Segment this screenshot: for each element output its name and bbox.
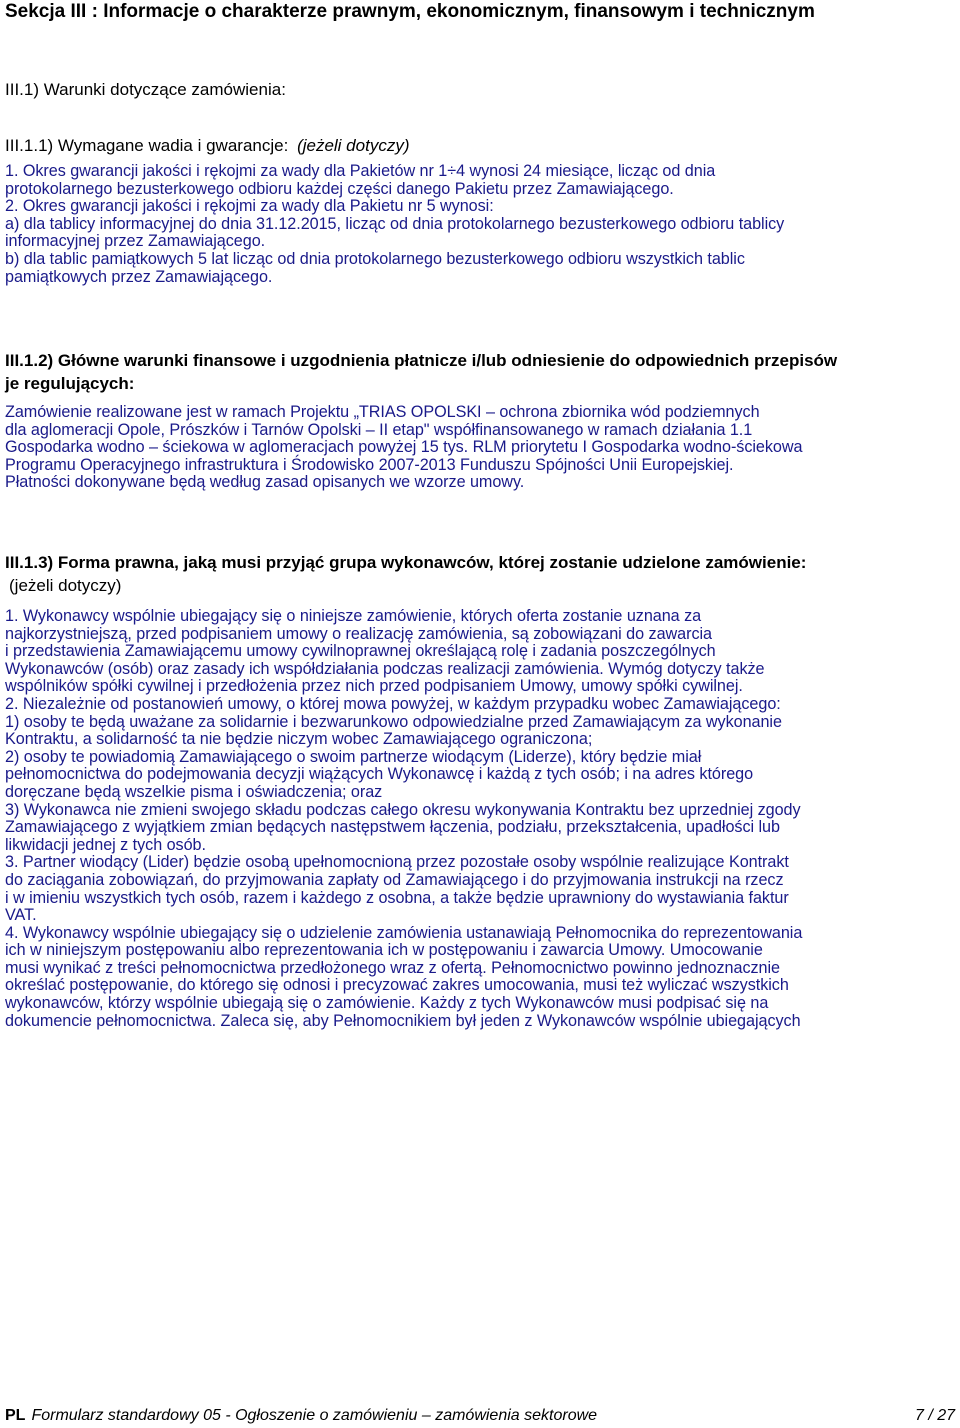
language-code: PL	[5, 1407, 26, 1424]
text-line: Płatności dokonywane będą według zasad opisanych we wzorze umowy.	[5, 473, 525, 492]
text-line: doręczane będą wszelkie pisma i oświadczenia; oraz	[5, 782, 383, 801]
text-line: Zamówienie realizowane jest w ramach Projektu „TRIAS OPOLSKI – ochrona zbiornika wód podziemnych	[5, 403, 760, 421]
text-line: protokolarnego bezusterkowego odbioru każdej części danego Pakietu przez Zamawiającego.	[5, 179, 674, 198]
form-title: Formularz standardowy 05 - Ogłoszenie o zamówieniu – zamówienia sektorowe	[31, 1407, 598, 1424]
heading-III-1-3-note: (jeżeli dotyczy)	[9, 576, 122, 595]
text-line: 2. Okres gwarancji jakości i rękojmi za wady dla Pakietu nr 5 wynosi:	[5, 197, 494, 216]
text-line: 2. Niezależnie od postanowień umowy, o której mowa powyżej, w każdym przypadku wobec Zamawiającego:	[5, 694, 781, 713]
page-footer	[5, 1406, 955, 1426]
guarantee-text	[5, 163, 957, 286]
text-line: pełnomocnictwa do podejmowania decyzji wiążących Wykonawcę i każdą z tych osób; i na adres którego	[5, 765, 754, 784]
text-line: pamiątkowych przez Zamawiającego.	[5, 267, 273, 286]
heading-III-1: III.1) Warunki dotyczące zamówienia:	[5, 80, 286, 99]
heading-III-1-2-line2: je regulujących:	[5, 374, 135, 393]
text-line: 4. Wykonawcy wspólnie ubiegający się o udzielenie zamówienia ustanawiają Pełnomocnika do reprezentowania	[5, 923, 803, 942]
page-number: 7 / 27	[914, 1407, 955, 1424]
text-line: wspólników spółki cywilnej i przedłożenia przez nich przed podpisaniem Umowy, umowy spółki cywilnej.	[5, 677, 743, 696]
text-line: dokumencie pełnomocnictwa. Zaleca się, aby Pełnomocnikiem był jeden z Wykonawców wspólnie ubiegających	[5, 1011, 801, 1030]
text-line: dla aglomeracji Opole, Prószków i Tarnów Opolski – II etap" współfinansowanego w ramach działania 1.1	[5, 420, 753, 439]
text-line: Wykonawców (osób) oraz zasady ich współdziałania podczas realizacji zamówienia. Wymóg dotyczy także	[5, 659, 765, 678]
heading-III-1-3: III.1.3) Forma prawna, jaką musi przyjąć grupa wykonawców, której zostanie udzielone zamówienie:	[5, 553, 807, 572]
text-line: i przedstawienia Zamawiającemu umowy cywilnoprawnej określającą rolę i zadania poszczególnych	[5, 642, 716, 661]
heading-III-1-1-label: III.1.1) Wymagane wadia i gwarancje:	[5, 136, 289, 155]
text-line: 1. Wykonawcy wspólnie ubiegający się o niniejsze zamówienie, których oferta zostanie uznana za	[5, 607, 702, 625]
text-line: likwidacji jednej z tych osób.	[5, 835, 206, 854]
text-line: wykonawców, którzy wspólnie ubiegają się o zamówienie. Każdy z tych Wykonawców musi podpisać się na	[5, 994, 769, 1013]
text-line: Gospodarka wodno – ściekowa w aglomeracjach powyżej 15 tys. RLM priorytetu I Gospodarka wodno-ściekowa	[5, 438, 803, 457]
text-line: 3. Partner wiodący (Lider) będzie osobą upełnomocnioną przez pozostałe osoby wspólnie realizujące Kontrakt	[5, 853, 789, 872]
text-line: 3) Wykonawca nie zmieni swojego składu podczas całego okresu wykonywania Kontraktu bez uprzedniej zgody	[5, 800, 801, 819]
text-line: najkorzystniejszą, przed podpisaniem umowy o realizację zamówienia, są zobowiązani do zawarcia	[5, 624, 712, 643]
text-line: informacyjnej przez Zamawiającego.	[5, 232, 266, 251]
heading-III-1-2	[5, 349, 837, 395]
legal-form-text	[5, 608, 957, 1030]
text-line: do zaciągania zobowiązań, do przyjmowania zapłaty od Zamawiającego i do przyjmowania instrukcji na rzecz	[5, 870, 784, 889]
text-line: VAT.	[5, 906, 37, 925]
text-line: Programu Operacyjnego infrastruktura i Środowisko 2007-2013 Funduszu Spójności Unii Europejskiej.	[5, 455, 734, 474]
text-line: i w imieniu wszystkich tych osób, razem i każdego z osobna, a także będzie uprawniony do wystawiania faktur	[5, 888, 789, 907]
text-line: 1. Okres gwarancji jakości i rękojmi za wady dla Pakietów nr 1÷4 wynosi 24 miesiące, licząc od dnia	[5, 162, 716, 180]
text-line: a) dla tablicy informacyjnej do dnia 31.12.2015, licząc od dnia protokolarnego bezusterkowego odbioru tablicy	[5, 214, 785, 233]
text-line: określać postępowanie, do którego się odnosi i precyzować zakres umocowania, musi też wyliczać wszystkich	[5, 976, 789, 995]
heading-III-1-1-note: (jeżeli dotyczy)	[297, 136, 410, 155]
text-line: 2) osoby te powiadomią Zamawiającego o swoim partnerze wiodącym (Liderze), który będzie miał	[5, 747, 702, 766]
text-line: musi wynikać z treści pełnomocnictwa przedłożonego wraz z ofertą. Pełnomocnictwo powinno jednoznacznie	[5, 958, 780, 977]
text-line: b) dla tablic pamiątkowych 5 lat licząc od dnia protokolarnego bezusterkowego odbioru wszystkich tablic	[5, 249, 745, 268]
text-line: Kontraktu, a solidarność ta nie będzie niczym wobec Zamawiającego ograniczona;	[5, 730, 593, 749]
text-line: 1) osoby te będą uważane za solidarnie i bezwarunkowo odpowiedzialne przed Zamawiającym za wykonanie	[5, 712, 782, 731]
text-line: Zamawiającego z wyjątkiem zmian będących następstwem łączenia, podziału, przekształcenia, upadłości lub	[5, 818, 780, 837]
heading-III-1-1	[5, 136, 409, 156]
financial-text	[5, 404, 957, 492]
section-title: Sekcja III : Informacje o charakterze prawnym, ekonomicznym, finansowym i technicznym	[5, 1, 815, 22]
text-line: ich w niniejszym postępowaniu albo reprezentowania ich w postępowaniu i zawarcia Umowy. Umocowanie	[5, 941, 763, 960]
heading-III-1-2-line1: III.1.2) Główne warunki finansowe i uzgodnienia płatnicze i/lub odniesienie do odpowiednich przepisów	[5, 351, 838, 370]
